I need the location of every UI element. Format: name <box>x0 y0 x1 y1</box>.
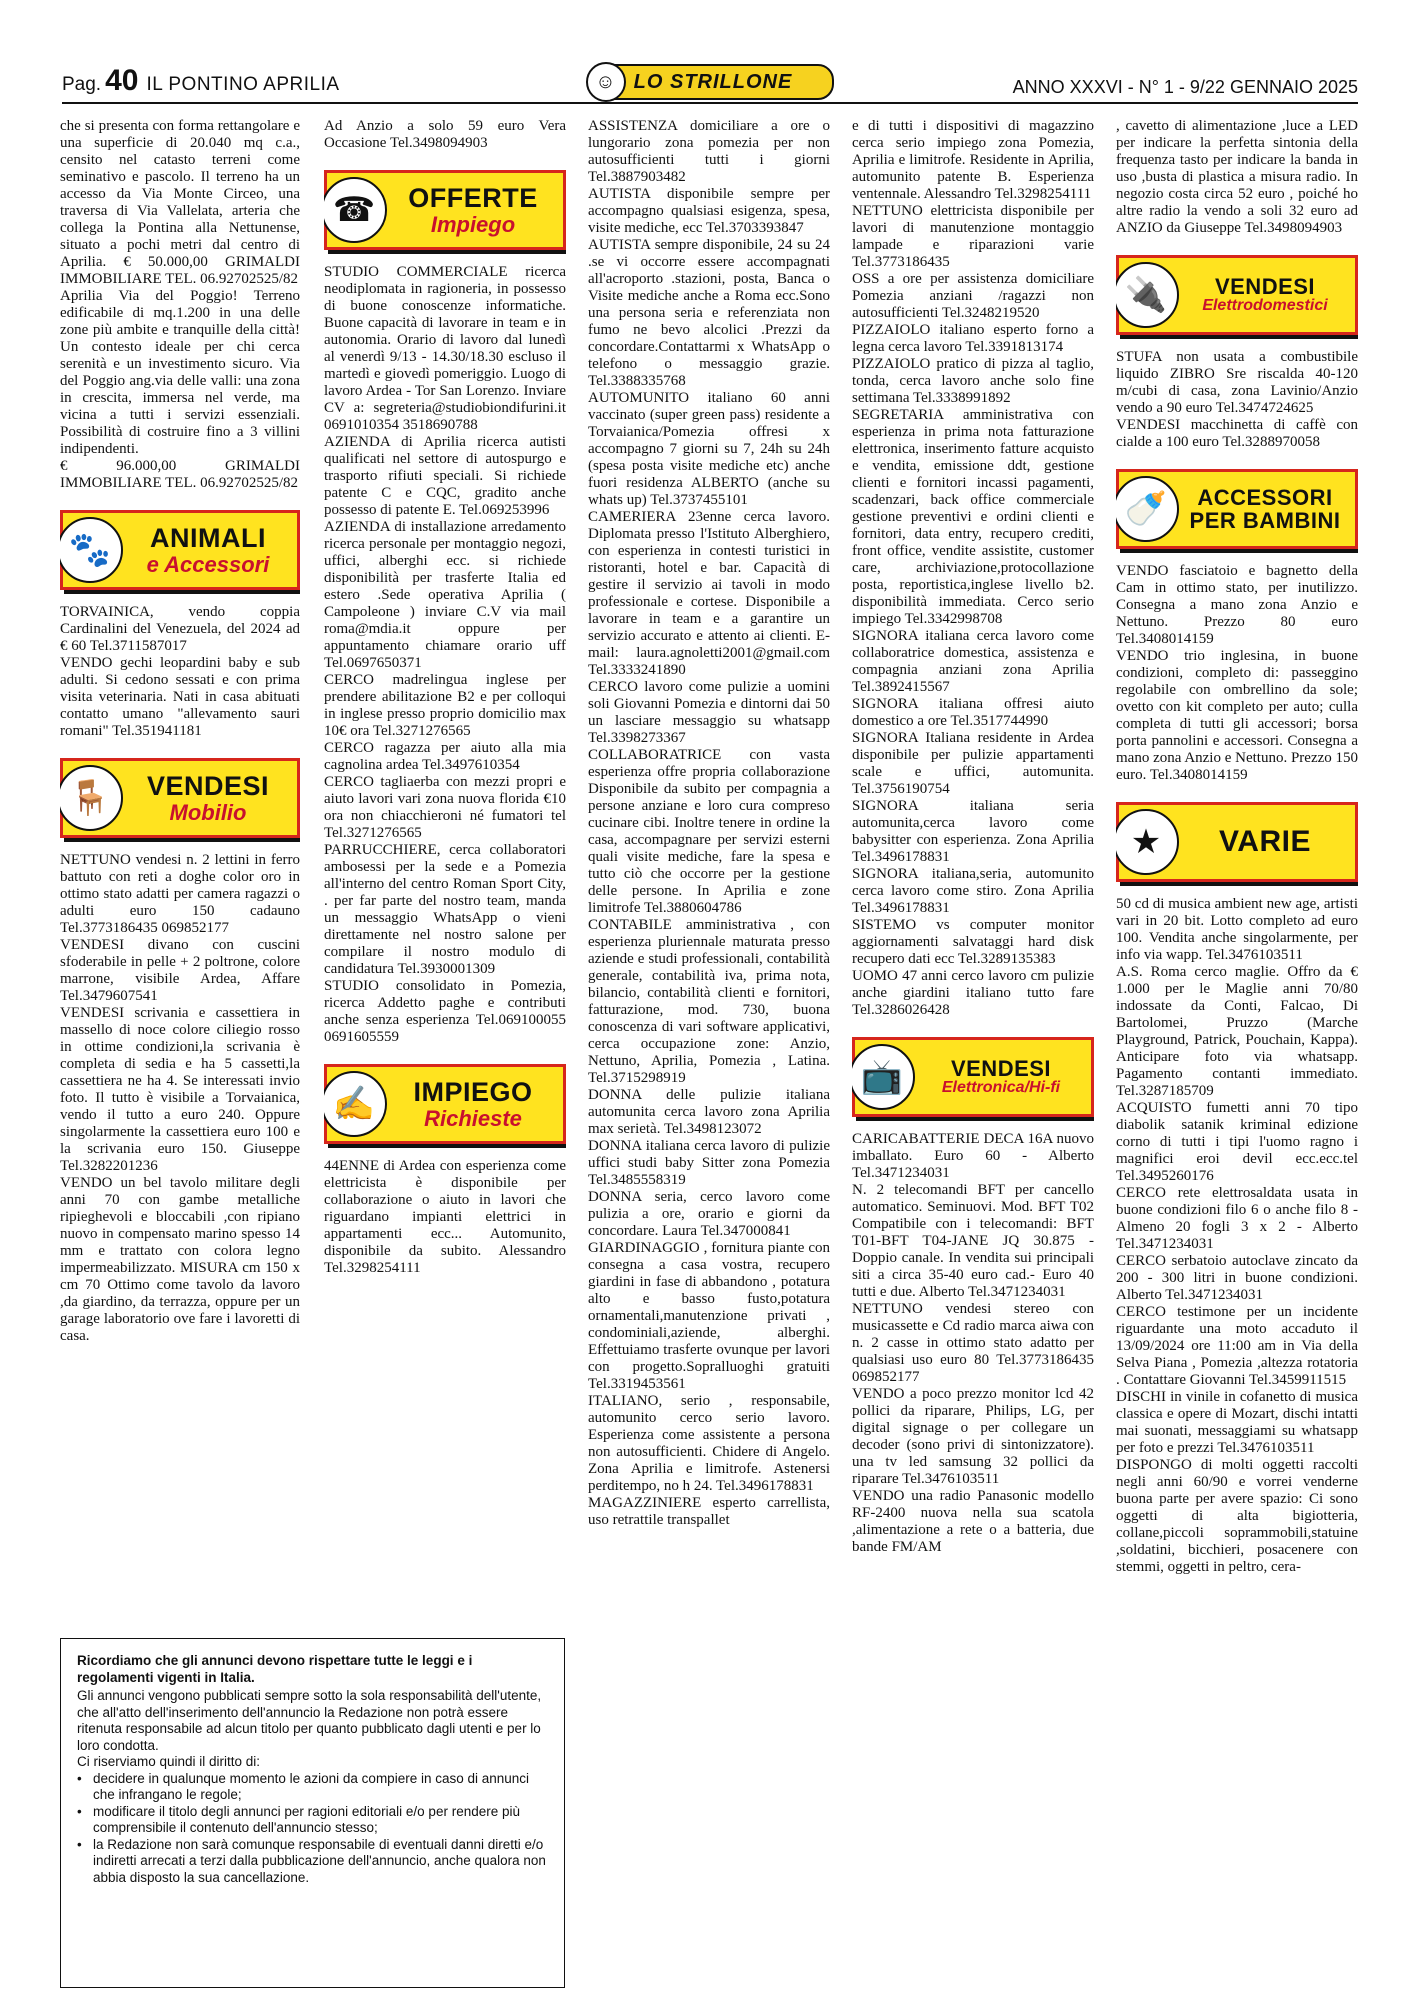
mascot-baby-icon: 🍼 <box>1116 476 1179 542</box>
strillone-logo <box>592 64 834 100</box>
banner-subtitle: PER BAMBINI <box>1189 508 1341 533</box>
ad-text: ITALIANO, serio , responsabile, automunito cerco serio lavoro. Esperienza come assistente a persona non autosufficienti. Chidere di Angelo. Zona Aprilia e limitrofe. Astenersi perditempo, no h 24. Tel.3496178831 <box>588 1393 830 1494</box>
ad-text: NETTUNO vendesi stereo con musicassette e Cd radio marca aiwa con n. 2 casse in ottimo stato adatto per qualsiasi uso euro 80 Tel.3773186435 069852177 <box>852 1301 1094 1385</box>
banner-subtitle: Richieste <box>424 1105 522 1131</box>
ad-text: CAMERIERA 23enne cerca lavoro. Diplomata presso l'Istituto Alberghiero, con esperienza in contesti turistici in ristoranti, hotel e bar. Capacità di gestire il servizio ai tavoli in modo professionale e cortese. Disponibile a lavorare in team e a garantire un servizio accurato e attento ai clienti. E-mail: laura.agnoletti2001@gmail.com Tel.3333241890 <box>588 509 830 678</box>
ad-text: OSS a ore per assistenza domiciliare Pomezia anziani /ragazzi non autosufficienti Tel.3248219520 <box>852 271 1094 321</box>
mascot-misc-icon: ★ <box>1116 809 1179 875</box>
mascot-furniture-icon: 🪑 <box>60 765 123 831</box>
column-5 <box>1116 118 1358 1998</box>
ad-text: 44ENNE di Ardea con esperienza come elettricista è disponibile per collaborazione o aiuto in lavori che riguardano impianti elettrici in appartamenti ecc... Automunito, disponibile da subito. Alessandro Tel.3298254111 <box>324 1158 566 1276</box>
banner-subtitle: Elettrodomestici <box>1202 297 1328 315</box>
section-banner-animali <box>60 510 300 590</box>
ad-text: SEGRETARIA amministrativa con esperienza in prima nota fatturazione elettronica, inserimento fatture acquisto e vendita, emissione ddt, gestione clienti e fornitori incassi pagamenti, scadenzari, back office commerciale gestione preventivi e ordini clienti e fornitori, data entry, recupero crediti, front office, vendite assistite, customer care, archiviazione,protocollazione posta, reportistica,inglese livello b2. disponibilità immediata. Cerco serio impiego Tel.3342998708 <box>852 407 1094 627</box>
ad-text: NETTUNO elettricista disponibile per lavori di manutenzione montaggio lampade e riparazioni varie Tel.3773186435 <box>852 203 1094 270</box>
ad-text: Aprilia Via del Poggio! Terreno edificabile di mq.1.200 in una delle zone più ambite e tranquille della città! Un contesto ideale per chi cerca serenità e un investimento sicuro. Via del Poggio ang.via delle valli: una zona in crescita, immersa nel verde, ma vicina a tutti i servizi essenziali. Possibilità di costruire fino a 3 villini indipendenti. <box>60 288 300 457</box>
banner-title: VENDESI <box>1214 274 1316 300</box>
ad-text: CERCO ragazza per aiuto alla mia cagnolina ardea Tel.3497610354 <box>324 740 566 773</box>
ad-text: CERCO rete elettrosaldata usata in buone condizioni filo 6 o anche filo 8 - Almeno 20 fogli 3 x 2 - Alberto Tel.3471234031 <box>1116 1185 1358 1252</box>
ad-text: PARRUCCHIERE, cerca collaboratori ambosessi per la sede e a Pomezia all'interno del centro Roman Sport City, . per far parte del nostro team, manda un messaggio WhatsApp o vieni direttamente nel nostro salone per compilare il nostro modulo di candidatura Tel.3930001309 <box>324 842 566 977</box>
banner-subtitle: Elettronica/Hi-fi <box>941 1079 1061 1097</box>
ad-text: CARICABATTERIE DECA 16A nuovo imballato. Euro 60 - Alberto Tel.3471234031 <box>852 1131 1094 1181</box>
ad-text: MAGAZZINIERE esperto carrellista, uso retrattile transpallet <box>588 1495 830 1528</box>
banner-title: VENDESI <box>146 771 270 802</box>
ad-text: PIZZAIOLO italiano esperto forno a legna cerca lavoro Tel.3391813174 <box>852 322 1094 355</box>
column-1 <box>60 118 300 1623</box>
issue-info: ANNO XXXVI - N° 1 - 9/22 GENNAIO 2025 <box>1012 77 1358 97</box>
section-banner-bambini <box>1116 469 1358 549</box>
page-header <box>62 62 1358 104</box>
banner-title: ANIMALI <box>150 523 266 554</box>
ad-text: VENDO una radio Panasonic modello RF-2400 nuova nella sua scatola ,alimentazione a rete o a batteria, due bande FM/AM <box>852 1488 1094 1555</box>
ad-text: DONNA italiana cerca lavoro di pulizie uffici studi baby Sitter zona Pomezia Tel.3485558319 <box>588 1138 830 1188</box>
section-banner-varie <box>1116 802 1358 882</box>
banner-title: VENDESI <box>950 1056 1052 1082</box>
ad-text: VENDESI macchinetta di caffè con cialde a 100 euro Tel.3288970058 <box>1116 417 1358 450</box>
notice-list-item: • la Redazione non sarà comunque responsabile di eventuali danni diretti e/o indiretti arrecati a terzi dalla pubblicazione dell'annuncio, anche qualora non abbia disposto la sua cancellazione. <box>77 1837 548 1887</box>
ad-text: GIARDINAGGIO , fornitura piante con consegna a casa vostra, recupero giardini in fase di abbandono , potatura alto e basso fusto,potatura ornamentali,manutenzione privati , condominiali,aziende, alberghi. Effettuiamo trasferte ovunque per lavori con progetto.Sopralluoghi gratuiti Tel.3319453561 <box>588 1240 830 1392</box>
ad-text: SIGNORA italiana offresi aiuto domestico a ore Tel.3517744990 <box>852 696 1094 729</box>
section-banner-mobilio <box>60 758 300 838</box>
ad-text: STUFA non usata a combustibile liquido ZIBRO Sre riscalda 40-120 m/cubi di casa, zona Lavinio/Anzio vendo a 90 euro Tel.3474724625 <box>1116 349 1358 416</box>
page-label: Pag. <box>62 74 102 95</box>
ad-text: DONNA delle pulizie italiana automunita cerca lavoro zona Aprilia max serietà. Tel.3498123072 <box>588 1087 830 1137</box>
ad-text: € 96.000,00 GRIMALDI IMMOBILIARE TEL. 06.92702525/82 <box>60 458 300 491</box>
section-banner-offerte-impiego <box>324 170 566 250</box>
section-banner-elettrodomestici <box>1116 255 1358 335</box>
header-left <box>62 64 340 98</box>
section-banner-impiego-richieste <box>324 1064 566 1144</box>
newspaper-title: IL PONTINO APRILIA <box>146 74 340 95</box>
ad-text: AZIENDA di Aprilia ricerca autisti qualificati nel settore di autospurgo e trasporto rifiuti speciali. Si richiede patente C e CQC, gradito anche possesso di patente E. Tel.069253996 <box>324 434 566 518</box>
ad-text: UOMO 47 anni cerco lavoro cm pulizie anche giardini italiano tutto fare Tel.3286026428 <box>852 968 1094 1018</box>
ad-text: AUTISTA sempre disponibile, 24 su 24 .se vi occorre essere accompagnati all'acroporto .stazioni, posta, Banca o Visite mediche anche a Roma ecc.Sono una persona seria e referenziata non fumo ne bevo alcolici .Prezzi da concordare.Contattarmi x WhatsApp o telefono o messaggio grazie. Tel.3388335768 <box>588 237 830 389</box>
ad-text: , cavetto di alimentazione ,luce a LED per indicare la perfetta sintonia della frequenza tasto per indicare la banda in uso ,busta di plastica a misura radio. In negozio costa circa 52 euro , poiché ho altre radio la vendo a soli 32 euro ad ANZIO da Giuseppe Tel.3498094903 <box>1116 118 1358 236</box>
ad-text: CERCO lavoro come pulizie a uomini soli Giovanni Pomezia e dintorni dai 50 un lasciare messaggio su whatsapp Tel.3398273367 <box>588 679 830 746</box>
ad-text: PIZZAIOLO pratico di pizza al taglio, tonda, cerca lavoro anche solo fine settimana Tel.3338991892 <box>852 356 1094 406</box>
ad-text: e di tutti i dispositivi di magazzino cerca serio impiego zona Pomezia, Aprilia e limitrofe. Residente in Aprilia, automunito patente B. Esperienza ventennale. Alessandro Tel.3298254111 <box>852 118 1094 202</box>
ad-text: VENDO a poco prezzo monitor lcd 42 pollici da riparare, Philips, LG, per digital signage o per collegare un decoder (sono privi di sintonizzatore). una tv led samsung 32 pollici da riparare Tel.3476103511 <box>852 1386 1094 1487</box>
ad-text: ACQUISTO fumetti anni 70 tipo diabolik satanik kriminal edizione corno di tutti i tipi l'uomo ragno i magnifici eroi devil ecc.ecc.tel Tel.3495260176 <box>1116 1100 1358 1184</box>
ad-text: CERCO tagliaerba con mezzi propri e aiuto lavori vari zona nuova florida €10 ora non chiacchieroni né fumatori tel Tel.3271276565 <box>324 774 566 841</box>
mascot-worker-icon: ✍ <box>324 1071 387 1137</box>
notice-list-item: • decidere in qualunque momento le azioni da compiere in caso di annunci che infrangano le regole; <box>77 1771 548 1804</box>
banner-title: OFFERTE <box>408 183 538 214</box>
banner-subtitle: Mobilio <box>169 799 247 825</box>
ad-text: STUDIO consolidato in Pomezia, ricerca Addetto paghe e contributi anche senza esperienza Tel.069100055 0691605559 <box>324 978 566 1045</box>
ad-text: DISCHI in vinile in cofanetto di musica classica e opere di Mozart, dischi intatti mai suonati, messaggiami su whatsapp per foto e prezzi Tel.3476103511 <box>1116 1389 1358 1456</box>
notice-list <box>77 1771 548 1887</box>
ad-text: VENDO gechi leopardini baby e sub adulti. Si cedono sessati e con prima visita veterinaria. Nati in casa abituati contatto umano "allevamento sauri romani" Tel.351941181 <box>60 655 300 739</box>
ad-text: VENDESI scrivania e cassettiera in massello di noce colore ciliegio rosso in ottime condizioni,la scrivania è completa di sedia e ha 5 cassetti,la cassettiera ne ha 4. Se interessati invio foto. Il tutto è visibile a Torvaianica, vendo il tutto a euro 240. Oppure singolarmente la cassettiera euro 100 e la scrivania euro 150. Giuseppe Tel.3282201236 <box>60 1005 300 1174</box>
section-banner-elettronica <box>852 1037 1094 1117</box>
ad-text: 50 cd di musica ambient new age, artisti vari in 20 bit. Lotto completo ad euro 100. Vendita anche singolarmente, per info via wapp. Tel.3476103511 <box>1116 896 1358 963</box>
ad-text: SISTEMO vs computer monitor aggiornamenti salvataggi hard disk recupero dati ecc Tel.3289135383 <box>852 917 1094 967</box>
ad-text: VENDO trio inglesina, in buone condizioni, completo di: passeggino regolabile con ombrellino da sole; ovetto con kit completo per auto; culla completa di tutti gli accessori; borsa porta pannolini e accessori. Consegna a mano zona Anzio e Nettuno. Prezzo 150 euro. Tel.3408014159 <box>1116 648 1358 783</box>
mascot-phone-icon: ☎ <box>324 177 387 243</box>
ad-text: Ad Anzio a solo 59 euro Vera Occasione Tel.3498094903 <box>324 118 566 151</box>
banner-title: VARIE <box>1219 825 1311 859</box>
ad-text: A.S. Roma cerco maglie. Offro da € 1.000 per le Maglie anni 70/80 indossate da Conti, Falcao, Di Bartolomei, Pruzzo (Marche Playground, Patrick, Pouchain, Kappa). Anticipare foto via whatsapp. Pagamento contanti immediato. Tel.3287185709 <box>1116 964 1358 1099</box>
ad-text: N. 2 telecomandi BFT per cancello automatico. Seminuovi. Mod. BFT T02 Compatibile con i telecomandi: BFT T01-BFT T04-JANE JQ 30.875 - Doppio canale. In vendita sui principali siti a circa 35-40 euro cad.- Euro 40 tutti e due. Alberto Tel.3471234031 <box>852 1182 1094 1300</box>
ad-text: DISPONGO di molti oggetti raccolti negli anni 60/90 e vorrei venderne buona parte per avere spazio: Ci sono oggetti di alta bigiotteria, collane,piccoli soprammobili,statuine ,soldatini, bicchieri, posacenere con stemmi, oggetti in peltro, cera- <box>1116 1457 1358 1575</box>
ad-text: AZIENDA di installazione arredamento ricerca personale per montaggio negozi, uffici, alberghi ecc. si richiede disponibilità per trasferte Italia ed estero .Sede operativa Aprilia ( Campoleone ) inviare C.V via mail roma@mdia.it oppure per appuntamento chiamare orario uff Tel.0697650371 <box>324 519 566 671</box>
ad-text: STUDIO COMMERCIALE ricerca neodiplomata in ragioneria, in possesso di buone conoscenze informatiche. Buone capacità di lavorare in team e in autonomia. Orario di lavoro dal lunedì al venerdì 9/13 - 14.30/18.30 escluso il martedì e giovedì pomeriggio. Luogo di lavoro Ardea - Tor San Lorenzo. Inviare CV a: segreteria@studiobiondifurini.it 0691010354 3518690788 <box>324 264 566 433</box>
banner-title: IMPIEGO <box>413 1077 533 1108</box>
ad-text: CONTABILE amministrativa , con esperienza pluriennale maturata presso aziende e studi professionali, contabilità generale, contabilità iva, prima nota, bilancio, contabilità clienti e fornitori, fatturazione, mod. 730, buona conoscenza di vari software applicativi, cerca occupazione zone: Anzio, Nettuno, Aprilia, Pomezia , Latina. Tel.3715298919 <box>588 917 830 1086</box>
ad-text: COLLABORATRICE con vasta esperienza offre propria collaborazione Disponibile da subito per compagnia a persone anziane e loro cura compreso cucinare cibi. Inoltre tenere in ordine la casa, accompagnare per servizi esterni quali visite mediche, fare la spesa e tutto ciò che occorre per la gestione delle persone. In Aprilia e zone limitrofe Tel.3880604786 <box>588 747 830 916</box>
column-2 <box>324 118 566 1623</box>
column-3 <box>588 118 830 1998</box>
ad-text: VENDESI divano con cuscini sfoderabile in pelle + 2 poltrone, colore marrone, visibile Ardea, Affare Tel.3479607541 <box>60 937 300 1004</box>
mascot-pet-icon: 🐾 <box>60 517 123 583</box>
ad-text: NETTUNO vendesi n. 2 lettini in ferro battuto con reti a doghe color oro in ottimo stato adatti per camera ragazzi o adulti euro 150 cadauno Tel.3773186435 069852177 <box>60 852 300 936</box>
notice-title: Ricordiamo che gli annunci devono rispettare tutte le leggi e i regolamenti vigenti in Italia. <box>77 1653 473 1685</box>
mascot-tv-icon: 📺 <box>852 1044 915 1110</box>
ad-text: CERCO testimone per un incidente riguardante una moto accaduto il 13/09/2024 ore 11:00 am in Via della Selva Piana , Pomezia ,altezza rotatoria . Contattare Giovanni Tel.3459911515 <box>1116 1304 1358 1388</box>
ad-text: CERCO madrelingua inglese per prendere abilitazione B2 e per colloqui in inglese presso proprio domicilio max 10€ ora Tel.3271276565 <box>324 672 566 739</box>
ad-text: AUTOMUNITO italiano 60 anni vaccinato (super green pass) residente a Torvaianica/Pomezia offresi x accompagno 7 giorni su 7, 24h su 24h (spesa posta visite mediche etc) anche fuori residenza ALBERTO (anche su whats up) Tel.3737455101 <box>588 390 830 508</box>
ad-text: AUTISTA disponibile sempre per accompagno qualsiasi esigenza, spesa, visite mediche, ecc Tel.3703393847 <box>588 186 830 236</box>
ad-text: DONNA seria, cerco lavoro come pulizia a ore, orario e giorni da concordare. Laura Tel.347000841 <box>588 1189 830 1239</box>
notice-intro: Ci riserviamo quindi il diritto di: <box>77 1754 261 1769</box>
banner-subtitle: e Accessori <box>146 551 270 577</box>
ad-text: che si presenta con forma rettangolare e una superficie di 20.040 mq c.a., censito nel catasto terreni come seminativo e pascolo. Il terreno ha un accesso da Via Monte Circeo, una traversa di Via Vallelata, arteria che collega la Pontina alla Nettunense, situato a pochi metri dal centro di Aprilia. € 50.000,00 GRIMALDI IMMOBILIARE TEL. 06.92702525/82 <box>60 118 300 287</box>
banner-title: ACCESSORI <box>1197 484 1333 510</box>
banner-subtitle: Impiego <box>430 211 516 237</box>
ad-text: SIGNORA italiana cerca lavoro come collaboratrice domestica, assistenza e compagnia anziani zona Aprilia Tel.3892415567 <box>852 628 1094 695</box>
ad-text: SIGNORA Italiana residente in Ardea disponibile per pulizie appartamenti scale e uffici, automunita. Tel.3756190754 <box>852 730 1094 797</box>
ad-text: TORVAINICA, vendo coppia Cardinalini del Venezuela, del 2024 ad € 60 Tel.3711587017 <box>60 604 300 654</box>
page-number: 40 <box>105 64 139 97</box>
notice-body: Gli annunci vengono pubblicati sempre sotto la sola responsabilità dell'utente, che all'atto dell'inserimento dell'annuncio la Redazione non potrà essere ritenuta responsabile ad alcun titolo per quanto pubblicato dagli utenti e per lo loro condotta. <box>77 1688 542 1753</box>
logo-text: LO STRILLONE <box>633 71 793 93</box>
ad-text: VENDO un bel tavolo militare degli anni 70 con gambe metalliche ripieghevoli e bloccabili ,con ripiano nuovo in compensato marino spesso 14 mm e trattato con colora legno impermeabilizzato. MISURA cm 150 x cm 70 Ottimo come tavolo da lavoro ,da giardino, da terrazza, oppure per un garage laboratorio ove fare i lavoretti di casa. <box>60 1175 300 1344</box>
ad-text: VENDO fasciatoio e bagnetto della Cam in ottimo stato, per inutilizzo. Consegna a mano zona Anzio e Nettuno. Prezzo 80 euro Tel.3408014159 <box>1116 563 1358 647</box>
notice-list-item: • modificare il titolo degli annunci per ragioni editoriali e/o per rendere più comprensibile il contenuto dell'annuncio stesso; <box>77 1804 548 1837</box>
mascot-appliance-icon: 🔌 <box>1116 262 1179 328</box>
mascot-icon: ☺ <box>586 62 626 102</box>
legal-notice-box <box>60 1638 565 1988</box>
ad-text: SIGNORA italiana seria automunita,cerca lavoro come babysitter con esperienza. Zona Aprilia Tel.3496178831 <box>852 798 1094 865</box>
column-4 <box>852 118 1094 1998</box>
ad-text: SIGNORA italiana,seria, automunito cerca lavoro come stiro. Zona Aprilia Tel.3496178831 <box>852 866 1094 916</box>
ad-text: ASSISTENZA domiciliare a ore o lungorario zona pomezia per non autosufficienti tutti i giorni Tel.3887903482 <box>588 118 830 185</box>
ad-text: CERCO serbatoio autoclave zincato da 200 - 300 litri in buone condizioni. Alberto Tel.3471234031 <box>1116 1253 1358 1303</box>
